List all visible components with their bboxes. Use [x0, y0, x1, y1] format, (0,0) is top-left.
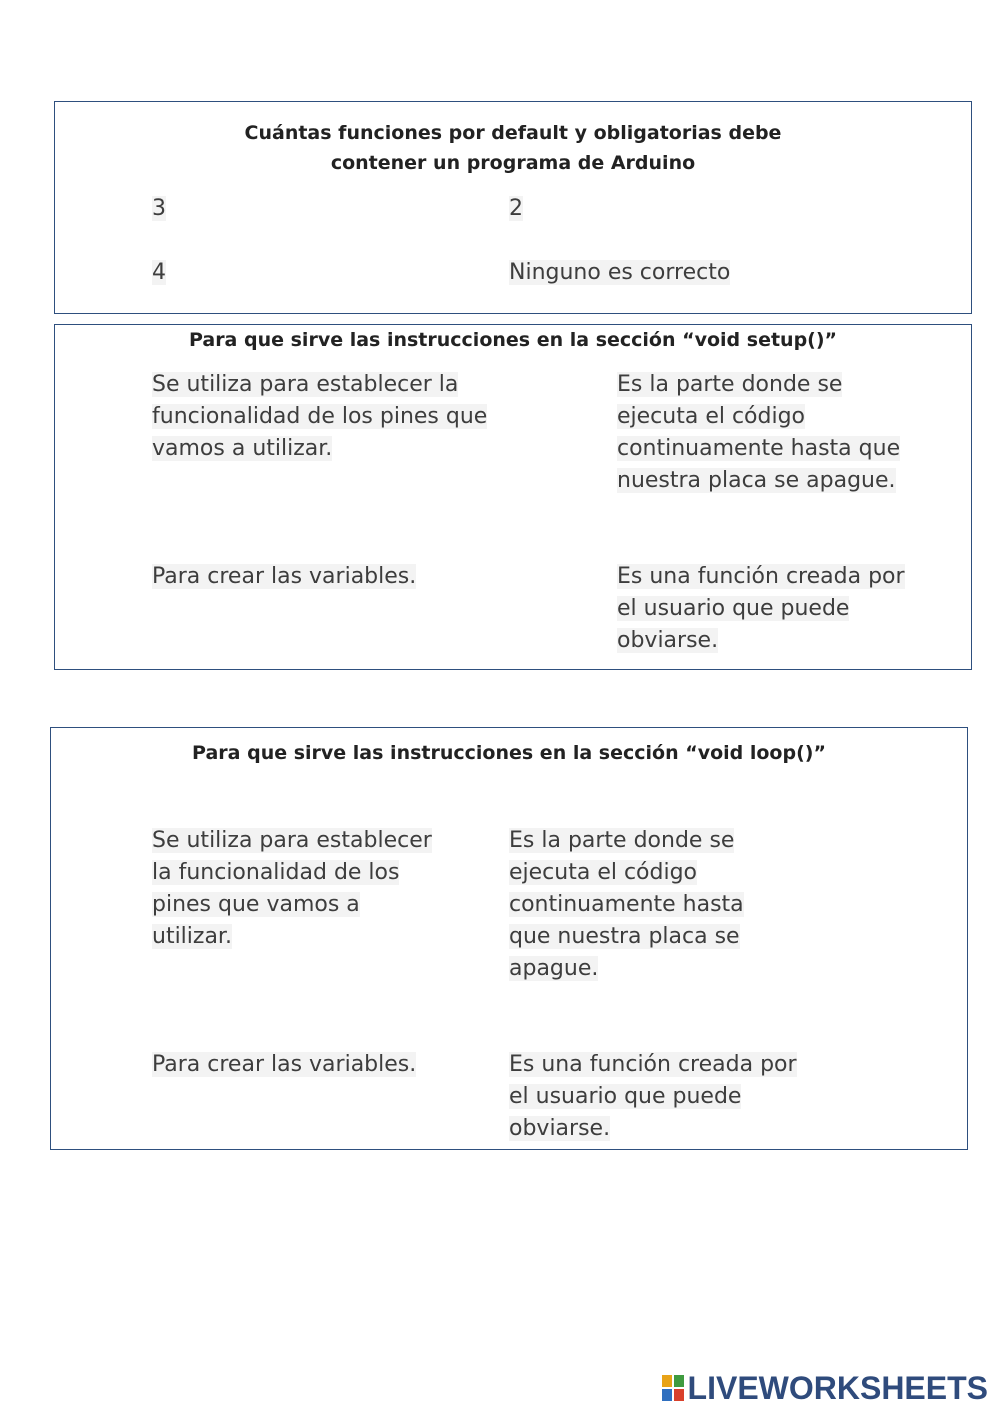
q3-option-b-text: Es la parte donde se ejecuta el código continuamente hasta que nuestra placa se apague.: [509, 828, 744, 981]
q3-option-c[interactable]: [152, 1049, 452, 1081]
q2-option-d[interactable]: [617, 561, 907, 657]
q3-option-a-text: Se utiliza para establecer la funcionalidad de los pines que vamos a utilizar.: [152, 828, 432, 949]
question-1-title: Cuántas funciones por default y obligatorias debe contener un programa de Arduino: [244, 122, 782, 174]
liveworksheets-logo[interactable]: [662, 1370, 988, 1406]
q2-option-c[interactable]: [152, 561, 497, 593]
q1-option-b-text: 2: [509, 196, 523, 221]
question-3-box: [50, 727, 968, 1150]
q3-option-d-text: Es una función creada por el usuario que puede obviarse.: [509, 1052, 797, 1141]
q3-option-a[interactable]: [152, 825, 432, 953]
liveworksheets-mark-icon: [662, 1375, 684, 1401]
q3-option-b[interactable]: [509, 825, 754, 985]
question-1-box: [54, 101, 972, 314]
q1-option-b[interactable]: [509, 193, 523, 225]
question-2-title: Para que sirve las instrucciones en la sección “void setup()”: [188, 329, 838, 351]
q2-option-b-text: Es la parte donde se ejecuta el código continuamente hasta que nuestra placa se apague.: [617, 372, 901, 493]
q2-option-b[interactable]: [617, 369, 907, 497]
q2-option-a[interactable]: [152, 369, 497, 465]
q1-option-c-text: 4: [152, 260, 166, 285]
q2-option-d-text: Es una función creada por el usuario que puede obviarse.: [617, 564, 905, 653]
question-3-title: Para que sirve las instrucciones en la sección “void loop()”: [192, 742, 826, 764]
q2-option-a-text: Se utiliza para establecer la funcionalidad de los pines que vamos a utilizar.: [152, 372, 488, 461]
q2-option-c-text: Para crear las variables.: [152, 564, 417, 589]
q1-option-c[interactable]: [152, 257, 166, 289]
logo-text: LIVEWORKSHEETS: [687, 1369, 988, 1406]
q3-option-c-text: Para crear las variables.: [152, 1052, 417, 1077]
q1-option-d-text: Ninguno es correcto: [509, 260, 731, 285]
q3-option-d[interactable]: [509, 1049, 799, 1145]
q1-option-d[interactable]: [509, 257, 730, 289]
q1-option-a[interactable]: [152, 193, 166, 225]
question-2-box: [54, 324, 972, 670]
q1-option-a-text: 3: [152, 196, 166, 221]
